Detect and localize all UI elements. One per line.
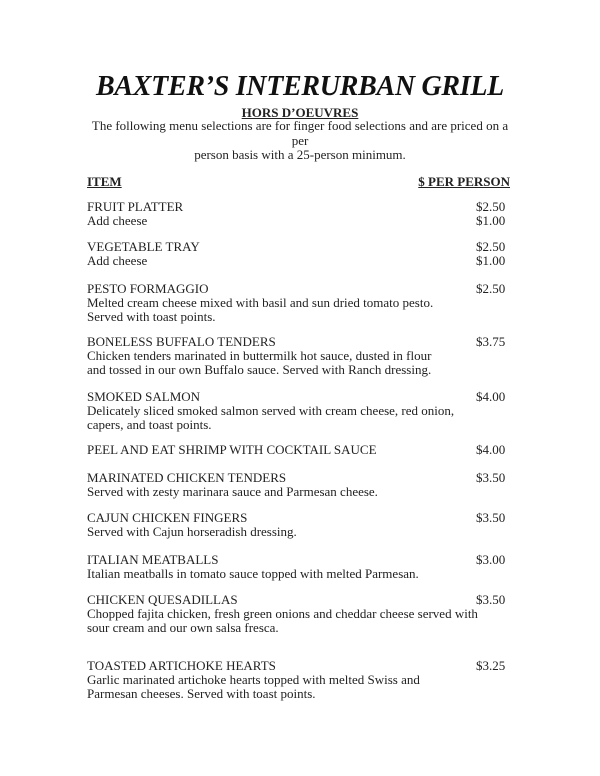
column-header-price: $ PER PERSON <box>418 174 510 189</box>
item-price: $3.50 <box>476 470 506 485</box>
item-description-line-1: Delicately sliced smoked salmon served with cream cheese, red onion, <box>87 403 455 418</box>
item-price: $4.00 <box>476 389 506 404</box>
intro-line-2: person basis with a 25-person minimum. <box>194 147 406 162</box>
item-description-line-1: Served with Cajun horseradish dressing. <box>87 524 297 539</box>
menu-item-chicken-quesadillas <box>87 593 517 635</box>
menu-item-pesto-formaggio <box>87 282 517 324</box>
item-description-line-1: Melted cream cheese mixed with basil and sun dried tomato pesto. <box>87 295 434 310</box>
item-description-line-1: Italian meatballs in tomato sauce topped with melted Parmesan. <box>87 566 419 581</box>
item-name: TOASTED ARTICHOKE HEARTS <box>87 658 276 673</box>
item-description-line-2: sour cream and our own salsa fresca. <box>87 620 279 635</box>
item-description-line-2: Parmesan cheeses. Served with toast points. <box>87 686 316 701</box>
item-description-line-2: Served with toast points. <box>87 309 216 324</box>
menu-item-cajun-chicken-fingers <box>87 511 517 539</box>
restaurant-title: BAXTER’S INTERURBAN GRILL <box>96 71 504 102</box>
item-description-line-1: Served with zesty marinara sauce and Parmesan cheese. <box>87 484 378 499</box>
menu-item-italian-meatballs <box>87 553 517 581</box>
item-price: $2.50 <box>476 239 506 254</box>
item-price: $3.25 <box>476 658 506 673</box>
section-intro <box>90 119 510 163</box>
item-price: $2.50 <box>476 199 506 214</box>
item-name: PEEL AND EAT SHRIMP WITH COCKTAIL SAUCE <box>87 442 377 457</box>
item-price: $3.50 <box>476 592 506 607</box>
addon-price: $1.00 <box>476 253 506 268</box>
menu-item-boneless-buffalo-tenders <box>87 335 517 377</box>
menu-item-toasted-artichoke-hearts <box>87 659 517 701</box>
item-name: VEGETABLE TRAY <box>87 239 200 254</box>
menu-item-marinated-chicken-tenders <box>87 471 517 499</box>
item-price: $3.00 <box>476 552 506 567</box>
item-name: SMOKED SALMON <box>87 389 201 404</box>
item-name: MARINATED CHICKEN TENDERS <box>87 470 287 485</box>
item-description-line-2: capers, and toast points. <box>87 417 212 432</box>
item-price: $3.75 <box>476 334 506 349</box>
item-name: FRUIT PLATTER <box>87 199 184 214</box>
item-addon: Add cheese <box>87 253 148 268</box>
item-addon: Add cheese <box>87 213 148 228</box>
intro-line-1: The following menu selections are for finger food selections and are priced on a per <box>91 118 509 148</box>
section-heading: HORS D’OEUVRES <box>241 105 359 120</box>
item-price: $2.50 <box>476 281 506 296</box>
item-description-line-1: Chopped fajita chicken, fresh green onions and cheddar cheese served with <box>87 606 478 621</box>
menu-item-peel-and-eat-shrimp <box>87 443 517 457</box>
item-price: $4.00 <box>476 442 506 457</box>
column-header-item: ITEM <box>87 174 122 189</box>
item-name: PESTO FORMAGGIO <box>87 281 209 296</box>
item-name: BONELESS BUFFALO TENDERS <box>87 334 276 349</box>
item-name: ITALIAN MEATBALLS <box>87 552 219 567</box>
item-description-line-2: and tossed in our own Buffalo sauce. Served with Ranch dressing. <box>87 362 432 377</box>
item-name: CAJUN CHICKEN FINGERS <box>87 510 248 525</box>
menu-item-vegetable-tray <box>87 240 517 268</box>
item-description-line-1: Garlic marinated artichoke hearts topped with melted Swiss and <box>87 672 420 687</box>
item-description-line-1: Chicken tenders marinated in buttermilk hot sauce, dusted in flour <box>87 348 432 363</box>
item-price: $3.50 <box>476 510 506 525</box>
item-name: CHICKEN QUESADILLAS <box>87 592 238 607</box>
menu-item-smoked-salmon <box>87 390 517 432</box>
menu-item-fruit-platter <box>87 200 517 228</box>
addon-price: $1.00 <box>476 213 506 228</box>
